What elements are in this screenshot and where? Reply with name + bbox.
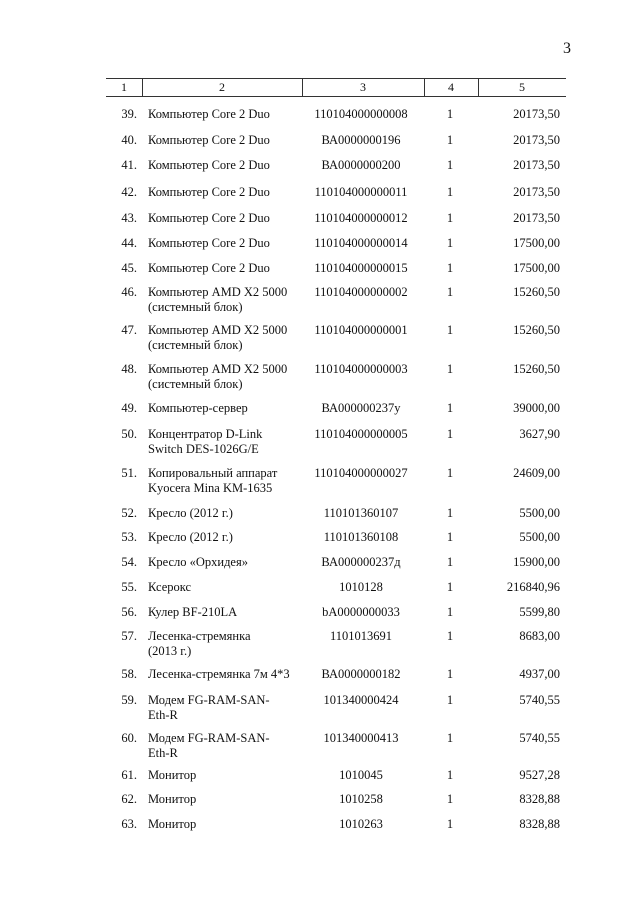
row-number: 45. xyxy=(121,261,137,275)
item-name xyxy=(148,792,308,807)
price: 15260,50 xyxy=(513,323,560,337)
item-name-line: Kyocera Mina KM-1635 xyxy=(148,481,273,495)
price: 20173,50 xyxy=(513,107,560,121)
item-name-line: Компьютер AMD X2 5000 xyxy=(148,323,288,337)
price: 8683,00 xyxy=(519,629,560,643)
price: 20173,50 xyxy=(513,211,560,225)
table-row xyxy=(106,792,566,807)
table-row xyxy=(106,236,566,251)
table-row xyxy=(106,667,566,682)
price: 5740,55 xyxy=(519,693,560,707)
price: 3627,90 xyxy=(519,427,560,441)
item-name xyxy=(148,506,308,521)
table-row xyxy=(106,261,566,276)
table-row xyxy=(106,133,566,148)
row-number: 44. xyxy=(121,236,137,250)
row-number: 59. xyxy=(121,693,137,707)
row-number: 50. xyxy=(121,427,137,441)
price: 20173,50 xyxy=(513,185,560,199)
table-row xyxy=(106,285,566,314)
item-name-line: Eth-R xyxy=(148,746,178,760)
table-row xyxy=(106,731,566,760)
item-name xyxy=(148,466,308,496)
quantity: 1 xyxy=(446,133,454,147)
quantity: 1 xyxy=(446,555,454,569)
item-name-line: (системный блок) xyxy=(148,377,243,391)
item-name xyxy=(148,817,308,832)
row-number: 41. xyxy=(121,158,137,172)
item-name xyxy=(148,236,308,251)
item-name xyxy=(148,362,308,392)
item-name-line: Компьютер Core 2 Duo xyxy=(148,236,270,250)
inventory-code: 110104000000005 xyxy=(314,427,408,441)
row-number: 39. xyxy=(121,107,137,121)
item-name-line: Компьютер AMD X2 5000 xyxy=(148,285,288,299)
item-name-line: Switch DES-1026G/E xyxy=(148,442,259,456)
item-name xyxy=(148,261,308,276)
quantity: 1 xyxy=(446,768,454,782)
row-number: 56. xyxy=(121,605,137,619)
inventory-code: ВА0000000200 xyxy=(321,158,401,172)
item-name-line: Компьютер Core 2 Duo xyxy=(148,211,270,225)
inventory-code: 1010258 xyxy=(339,792,383,806)
row-number: 57. xyxy=(121,629,137,643)
table-row xyxy=(106,362,566,391)
row-number: 60. xyxy=(121,731,137,745)
item-name-line: Монитор xyxy=(148,792,197,806)
item-name xyxy=(148,530,308,545)
item-name-line: Модем FG-RAM-SAN- xyxy=(148,731,270,745)
price: 4937,00 xyxy=(519,667,560,681)
table-row xyxy=(106,693,566,722)
item-name-line: Компьютер Core 2 Duo xyxy=(148,133,270,147)
header-col-1: 1 xyxy=(121,80,127,94)
item-name-line: Компьютер Core 2 Duo xyxy=(148,261,270,275)
quantity: 1 xyxy=(446,261,454,275)
quantity: 1 xyxy=(446,629,454,643)
item-name-line: Eth-R xyxy=(148,708,178,722)
table-row xyxy=(106,817,566,832)
inventory-code: 101340000424 xyxy=(323,693,399,707)
price: 24609,00 xyxy=(513,466,560,480)
row-number: 53. xyxy=(121,530,137,544)
quantity: 1 xyxy=(446,667,454,681)
item-name-line: Модем FG-RAM-SAN- xyxy=(148,693,270,707)
table-row xyxy=(106,107,566,122)
price: 17500,00 xyxy=(513,261,560,275)
inventory-code: 110104000000008 xyxy=(314,107,408,121)
item-name xyxy=(148,580,308,595)
item-name xyxy=(148,185,308,200)
row-number: 51. xyxy=(121,466,137,480)
item-name-line: Кресло (2012 г.) xyxy=(148,506,233,520)
inventory-code: 1101013691 xyxy=(329,629,393,643)
price: 9527,28 xyxy=(519,768,560,782)
item-name-line: Компьютер-сервер xyxy=(148,401,248,415)
item-name-line: Компьютер Core 2 Duo xyxy=(148,185,270,199)
item-name-line: Кресло «Орхидея» xyxy=(148,555,248,569)
price: 5500,00 xyxy=(519,530,560,544)
table-row xyxy=(106,506,566,521)
item-name xyxy=(148,731,308,761)
quantity: 1 xyxy=(446,211,454,225)
inventory-table xyxy=(106,78,566,831)
item-name-line: Кулер BF-210LA xyxy=(148,605,238,619)
item-name-line: (системный блок) xyxy=(148,300,243,314)
item-name xyxy=(148,401,308,416)
item-name xyxy=(148,323,308,353)
item-name-line: Концентратор D-Link xyxy=(148,427,263,441)
item-name xyxy=(148,427,308,457)
quantity: 1 xyxy=(446,323,454,337)
item-name-line: Компьютер Core 2 Duo xyxy=(148,158,270,172)
price: 216840,96 xyxy=(506,580,560,594)
item-name xyxy=(148,693,308,723)
page-number: 3 xyxy=(563,40,571,57)
row-number: 49. xyxy=(121,401,137,415)
row-number: 54. xyxy=(121,555,137,569)
quantity: 1 xyxy=(446,792,454,806)
quantity: 1 xyxy=(446,466,454,480)
item-name-line: (2013 г.) xyxy=(148,644,192,658)
row-number: 48. xyxy=(121,362,137,376)
quantity: 1 xyxy=(446,158,454,172)
table-header xyxy=(106,78,566,97)
table-row xyxy=(106,185,566,200)
inventory-code: 110104000000002 xyxy=(314,285,408,299)
inventory-code: 110104000000015 xyxy=(314,261,408,275)
item-name-line: Монитор xyxy=(148,817,197,831)
price: 8328,88 xyxy=(519,817,560,831)
header-col-5: 5 xyxy=(519,80,525,94)
quantity: 1 xyxy=(446,731,454,745)
quantity: 1 xyxy=(446,693,454,707)
quantity: 1 xyxy=(446,817,454,831)
row-number: 47. xyxy=(121,323,137,337)
table-row xyxy=(106,580,566,595)
quantity: 1 xyxy=(446,362,454,376)
price: 8328,88 xyxy=(519,792,560,806)
quantity: 1 xyxy=(446,236,454,250)
table-row xyxy=(106,211,566,226)
row-number: 42. xyxy=(121,185,137,199)
quantity: 1 xyxy=(446,401,454,415)
inventory-code: 1010045 xyxy=(339,768,383,782)
quantity: 1 xyxy=(446,427,454,441)
header-col-3: 3 xyxy=(360,80,366,94)
inventory-code: 101340000413 xyxy=(323,731,399,745)
inventory-code: 110104000000014 xyxy=(314,236,408,250)
inventory-code: 1010263 xyxy=(339,817,383,831)
table-row xyxy=(106,629,566,658)
table-row xyxy=(106,555,566,570)
price: 5740,55 xyxy=(519,731,560,745)
quantity: 1 xyxy=(446,605,454,619)
table-row xyxy=(106,768,566,783)
item-name xyxy=(148,555,308,570)
inventory-code: ВА0000000196 xyxy=(321,133,401,147)
price: 5500,00 xyxy=(519,506,560,520)
table-row xyxy=(106,323,566,352)
row-number: 58. xyxy=(121,667,137,681)
item-name-line: Кресло (2012 г.) xyxy=(148,530,233,544)
item-name xyxy=(148,158,308,173)
price: 20173,50 xyxy=(513,133,560,147)
item-name-line: Компьютер AMD X2 5000 xyxy=(148,362,288,376)
inventory-code: ВА0000000182 xyxy=(321,667,401,681)
table-row xyxy=(106,605,566,620)
item-name xyxy=(148,605,308,620)
row-number: 55. xyxy=(121,580,137,594)
table-row xyxy=(106,158,566,173)
header-col-4: 4 xyxy=(448,80,454,94)
row-number: 46. xyxy=(121,285,137,299)
item-name xyxy=(148,285,308,315)
item-name xyxy=(148,629,308,659)
item-name-line: Лесенка-стремянка 7м 4*3 xyxy=(148,667,290,681)
price: 17500,00 xyxy=(513,236,560,250)
inventory-code: ВА000000237у xyxy=(321,401,401,415)
price: 15900,00 xyxy=(513,555,560,569)
table-row xyxy=(106,466,566,495)
quantity: 1 xyxy=(446,285,454,299)
row-number: 61. xyxy=(121,768,137,782)
price: 20173,50 xyxy=(513,158,560,172)
row-number: 62. xyxy=(121,792,137,806)
price: 39000,00 xyxy=(513,401,560,415)
quantity: 1 xyxy=(446,107,454,121)
header-col-2: 2 xyxy=(219,80,225,94)
item-name xyxy=(148,107,308,122)
quantity: 1 xyxy=(446,185,454,199)
item-name-line: Копировальный аппарат xyxy=(148,466,278,480)
item-name xyxy=(148,211,308,226)
table-row xyxy=(106,530,566,545)
item-name xyxy=(148,667,308,682)
row-number: 52. xyxy=(121,506,137,520)
item-name-line: Монитор xyxy=(148,768,197,782)
quantity: 1 xyxy=(446,580,454,594)
item-name xyxy=(148,133,308,148)
table-row xyxy=(106,401,566,416)
item-name-line: (системный блок) xyxy=(148,338,243,352)
inventory-code: 110101360107 xyxy=(323,506,399,520)
quantity: 1 xyxy=(446,506,454,520)
item-name-line: Ксерокс xyxy=(148,580,192,594)
inventory-code: 110104000000001 xyxy=(314,323,408,337)
row-number: 63. xyxy=(121,817,137,831)
table-row xyxy=(106,427,566,456)
inventory-code: 110104000000027 xyxy=(314,466,408,480)
inventory-code: 110101360108 xyxy=(323,530,399,544)
inventory-code: bА0000000033 xyxy=(322,605,400,619)
item-name-line: Компьютер Core 2 Duo xyxy=(148,107,270,121)
inventory-code: 110104000000011 xyxy=(314,185,408,199)
inventory-code: ВА000000237д xyxy=(321,555,401,569)
row-number: 40. xyxy=(121,133,137,147)
inventory-code: 1010128 xyxy=(339,580,383,594)
price: 15260,50 xyxy=(513,362,560,376)
price: 5599,80 xyxy=(519,605,560,619)
inventory-code: 110104000000003 xyxy=(314,362,408,376)
price: 15260,50 xyxy=(513,285,560,299)
quantity: 1 xyxy=(446,530,454,544)
item-name-line: Лесенка-стремянка xyxy=(148,629,251,643)
item-name xyxy=(148,768,308,783)
row-number: 43. xyxy=(121,211,137,225)
inventory-code: 110104000000012 xyxy=(314,211,408,225)
